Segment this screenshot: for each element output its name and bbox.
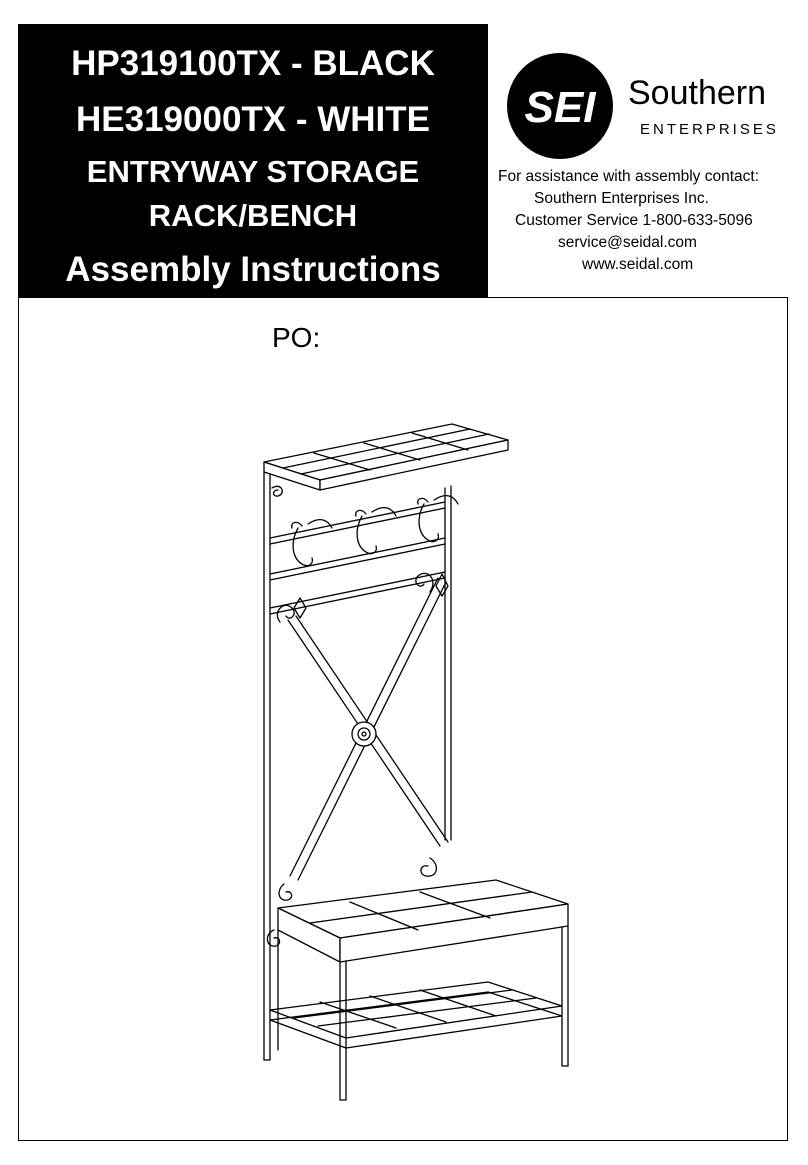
brand-name: Southern	[628, 74, 766, 112]
model-number-white: HE319000TX - WHITE	[76, 100, 430, 139]
bench-seat	[278, 880, 568, 962]
frame-posts	[264, 472, 451, 1060]
contact-intro: For assistance with assembly contact:	[498, 168, 760, 185]
scroll-ornament	[272, 486, 282, 496]
sei-logo-icon	[506, 52, 614, 160]
contact-email: service@seidal.com	[558, 234, 697, 251]
po-label: PO:	[272, 322, 321, 353]
contact-company: Southern Enterprises Inc.	[534, 190, 709, 207]
decorative-x-bars	[288, 578, 448, 880]
svg-text:SEI: SEI	[524, 83, 596, 132]
product-name-line-2: RACK/BENCH	[148, 198, 358, 233]
brand-tagline: ENTERPRISES	[640, 121, 779, 138]
contact-info	[490, 166, 808, 276]
entryway-bench-illustration	[250, 410, 580, 1110]
contact-website: www.seidal.com	[582, 256, 694, 273]
contact-phone: Customer Service 1-800-633-5096	[515, 212, 753, 229]
title-block	[18, 24, 488, 298]
document-title: Assembly Instructions	[65, 250, 441, 289]
bottom-shelf	[270, 982, 562, 1048]
product-name-line-1: ENTRYWAY STORAGE	[86, 154, 420, 189]
model-number-black: HP319100TX - BLACK	[71, 44, 435, 83]
coat-hooks	[292, 496, 458, 566]
top-shelf	[264, 424, 508, 490]
